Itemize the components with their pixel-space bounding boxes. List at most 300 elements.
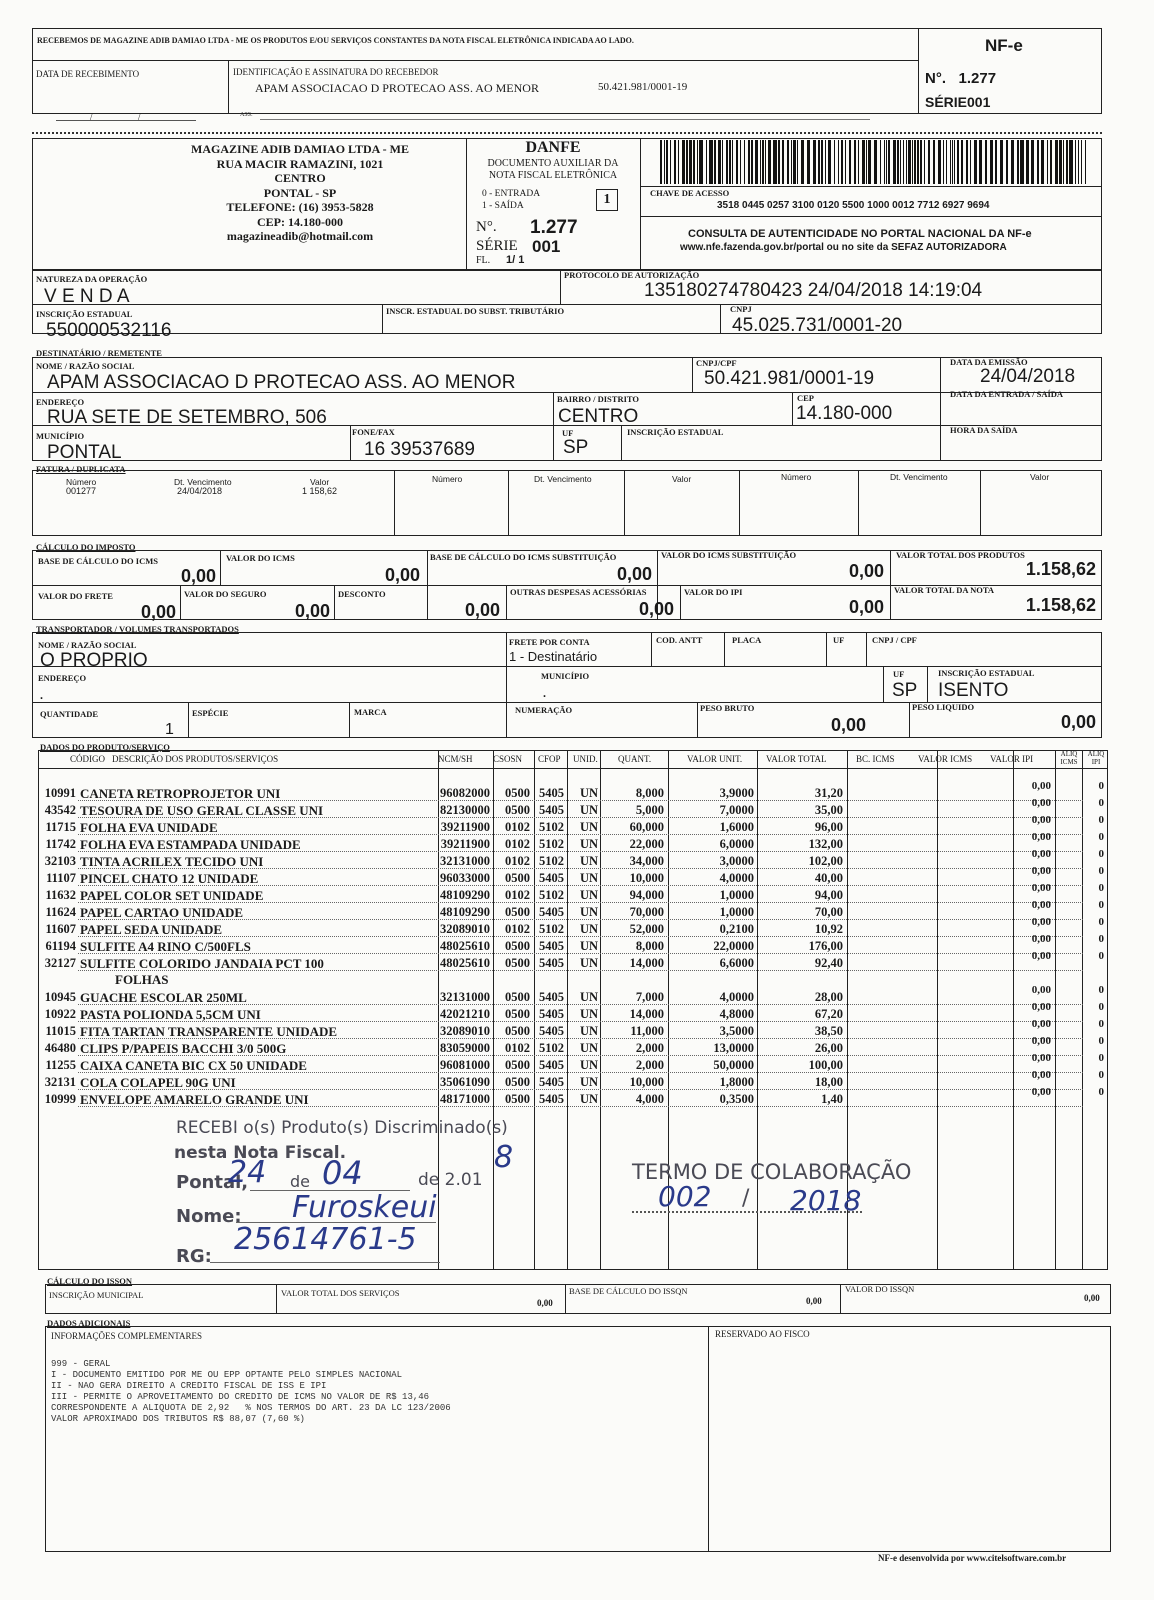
- cell-unit: 1,0000: [719, 905, 754, 919]
- consulta-line1: CONSULTA DE AUTENTICIDADE NO PORTAL NACIONAL DA NF-e: [688, 228, 1032, 240]
- transp-municipio: .: [543, 686, 546, 700]
- cell-code: 11624: [45, 905, 76, 919]
- cell-code: 11255: [45, 1058, 76, 1072]
- cell-unit: 4,0000: [719, 990, 754, 1004]
- barcode-bar: [1078, 140, 1079, 184]
- barcode-bar: [1081, 140, 1082, 184]
- transp-municipio-label: MUNICÍPIO: [541, 671, 590, 681]
- barcode-bar: [762, 140, 764, 184]
- chave-acesso: 3518 0445 0257 3100 0120 5500 1000 0012 7712 6927 9694: [717, 200, 990, 211]
- cell-code: 32131: [44, 1075, 76, 1089]
- barcode-bar: [1011, 140, 1014, 184]
- barcode-bar: [970, 140, 971, 184]
- chave-label: CHAVE DE ACESSO: [650, 188, 730, 198]
- col-valor-unit: VALOR UNIT.: [687, 754, 743, 764]
- cell-un: UN: [579, 905, 598, 919]
- cell-aliq: 0: [1098, 1069, 1104, 1081]
- fatura-col-valor-3: Valor: [1030, 472, 1050, 482]
- emitente-city: PONTAL - SP: [263, 185, 337, 200]
- barcode-bar: [797, 140, 798, 184]
- cell-csosn: 0500: [505, 1007, 530, 1021]
- barcode-bar: [868, 140, 871, 184]
- cell-ipi: 0,00: [1031, 797, 1051, 809]
- barcode-bar: [666, 140, 668, 184]
- barcode-bar: [924, 140, 925, 184]
- barcode-bar: [729, 140, 731, 184]
- cell-aliq: 0: [1098, 933, 1104, 945]
- danfe-saida: 1 - SAÍDA: [482, 201, 524, 211]
- cell-cfop: 5405: [539, 871, 564, 885]
- emitente-phone: TELEFONE: (16) 3953-5828: [226, 200, 374, 214]
- dest-bairro: CENTRO: [558, 406, 639, 427]
- barcode-bar: [714, 140, 716, 184]
- ipi-label: VALOR DO IPI: [684, 587, 743, 597]
- dest-ie-label: INSCRIÇÃO ESTADUAL: [627, 427, 724, 437]
- cell-unit: 0,2100: [719, 922, 754, 936]
- cell-qtd: 5,000: [635, 803, 664, 817]
- cell-desc: COLA COLAPEL 90G UNI: [80, 1075, 236, 1090]
- cell-unit: 6,0000: [719, 837, 754, 851]
- frete: 0,00: [140, 602, 176, 622]
- barcode-bar: [954, 140, 955, 184]
- col-cfop: CFOP: [538, 754, 561, 764]
- cell-ncm: 32089010: [440, 922, 490, 936]
- cell-desc: FOLHA EVA UNIDADE: [80, 820, 218, 835]
- hw-termo-num: 002: [658, 1180, 712, 1213]
- dest-cnpj-label: CNPJ/CPF: [696, 358, 737, 368]
- cnpj-value: 45.025.731/0001-20: [732, 315, 903, 336]
- cell-code: 61194: [45, 939, 76, 953]
- transp-qtd-label: QUANTIDADE: [40, 709, 99, 719]
- cell-ipi: 0,00: [1031, 916, 1051, 928]
- barcode-bar: [874, 140, 877, 184]
- cell-cfop: 5102: [539, 1041, 564, 1055]
- dest-uf: SP: [563, 437, 589, 458]
- barcode-bar: [1000, 140, 1003, 184]
- transp-uf-label: UF: [833, 635, 845, 645]
- barcode-bar: [912, 140, 913, 184]
- canhoto-nfe-label: NF-e: [985, 36, 1023, 55]
- barcode-bar: [689, 140, 692, 184]
- cell-csosn: 0500: [505, 786, 530, 800]
- col-aliq-icms: ALIQ ICMS: [1060, 750, 1078, 766]
- transp-peso-bruto-label: PESO BRUTO: [700, 703, 755, 713]
- dest-nome-label: NOME / RAZÃO SOCIAL: [36, 361, 135, 371]
- cell-total: 18,00: [814, 1075, 843, 1089]
- cell-unit: 4,0000: [719, 871, 754, 885]
- barcode-bar: [722, 140, 723, 184]
- barcode-bar: [886, 140, 887, 184]
- col-codigo: CÓDIGO: [70, 754, 105, 764]
- danfe-serie-label: SÉRIE: [476, 238, 518, 254]
- stamp-de: de: [290, 1172, 310, 1191]
- cell-unit: 1,8000: [719, 1075, 754, 1089]
- cell-csosn: 0500: [505, 956, 530, 970]
- cell-ncm: 39211900: [440, 820, 490, 834]
- cell-total: 132,00: [808, 837, 843, 851]
- ie-value: 550000532116: [46, 320, 172, 341]
- cell-aliq: 0: [1098, 1001, 1104, 1013]
- cell-cfop: 5102: [539, 888, 564, 902]
- cell-csosn: 0500: [505, 1075, 530, 1089]
- cell-qtd: 70,000: [629, 905, 664, 919]
- barcode-bar: [760, 140, 761, 184]
- fatura-col-valor-2: Valor: [672, 474, 692, 484]
- cell-cfop: 5405: [539, 990, 564, 1004]
- fatura-valor: 1 158,62: [302, 486, 338, 496]
- cell-code: 11632: [45, 888, 76, 902]
- data-recebimento-label: DATA DE RECEBIMENTO: [36, 69, 140, 79]
- fatura-section: FATURA / DUPLICATA: [36, 464, 126, 474]
- dest-municipio: PONTAL: [47, 442, 122, 463]
- barcode-bar: [744, 140, 745, 184]
- cell-desc: PAPEL CARTAO UNIDADE: [80, 905, 244, 920]
- stamp-nesta: nesta Nota Fiscal.: [174, 1143, 347, 1163]
- cell-csosn: 0102: [505, 837, 530, 851]
- desconto-label: DESCONTO: [338, 589, 386, 599]
- barcode-bar: [1026, 140, 1029, 184]
- cell-un: UN: [579, 1092, 598, 1106]
- cell-total: 176,00: [808, 939, 843, 953]
- transp-antt-label: COD. ANTT: [656, 635, 703, 645]
- cell-total: 35,00: [814, 803, 843, 817]
- v-prod-label: VALOR TOTAL DOS PRODUTOS: [896, 550, 1025, 560]
- fatura-venc: 24/04/2018: [177, 486, 223, 496]
- cell-total: 67,20: [814, 1007, 843, 1021]
- cell-unit: 3,9000: [719, 786, 754, 800]
- cell-un: UN: [579, 854, 598, 868]
- cell-desc: FOLHA EVA ESTAMPADA UNIDADE: [80, 837, 301, 852]
- col-ncm: NCM/SH: [438, 754, 473, 764]
- barcode-bar: [961, 140, 963, 184]
- cell-ipi: 0,00: [1031, 899, 1051, 911]
- cell-unit: 7,0000: [719, 803, 754, 817]
- cell-total: 92,40: [814, 956, 843, 970]
- hw-assinatura: Furoskeui: [292, 1190, 437, 1225]
- cell-aliq: 0: [1098, 1035, 1104, 1047]
- v-icms: 0,00: [384, 565, 420, 585]
- cell-cfop: 5102: [539, 820, 564, 834]
- cell-ipi: 0,00: [1031, 780, 1051, 792]
- cell-qtd: 10,000: [629, 871, 664, 885]
- barcode-bar: [1006, 140, 1008, 184]
- canhoto-numero: N°. 1.277: [925, 70, 997, 87]
- cell-total: 70,00: [814, 905, 843, 919]
- barcode-bar: [1050, 140, 1052, 184]
- info-line: III - PERMITE O APROVEITAMENTO DO CREDITO DE ICMS NO VALOR DE R$ 13,46: [51, 1392, 430, 1402]
- dest-fone-label: FONE/FAX: [352, 427, 395, 437]
- cell-un: UN: [579, 990, 598, 1004]
- outras-label: OUTRAS DESPESAS ACESSÓRIAS: [510, 587, 647, 597]
- produtos-header: [38, 750, 1108, 768]
- hw-rg: 25614761-5: [234, 1222, 417, 1257]
- cell-unit: 4,8000: [719, 1007, 754, 1021]
- cnpj-label: CNPJ: [730, 304, 752, 314]
- barcode-bar: [914, 140, 916, 184]
- cell-aliq: 0: [1098, 780, 1104, 792]
- cell-cfop: 5405: [539, 1058, 564, 1072]
- barcode-bar: [778, 140, 780, 184]
- barcode-bar: [801, 140, 804, 184]
- cell-desc: PINCEL CHATO 12 UNIDADE: [80, 871, 259, 886]
- emitente-street: RUA MACIR RAMAZINI, 1021: [216, 156, 384, 171]
- cell-csosn: 0500: [505, 871, 530, 885]
- issqn-v-label: VALOR DO ISSQN: [845, 1284, 915, 1294]
- transp-marca-label: MARCA: [354, 707, 387, 717]
- ipi: 0,00: [848, 597, 884, 617]
- cell-un: UN: [579, 871, 598, 885]
- barcode-bar: [908, 140, 911, 184]
- recebedor-cnpj: 50.421.981/0001-19: [598, 81, 688, 93]
- natureza-label: NATUREZA DA OPERAÇÃO: [36, 274, 148, 284]
- barcode-bar: [664, 140, 665, 184]
- danfe-fl: 1/ 1: [506, 254, 525, 266]
- cell-cfop: 5405: [539, 905, 564, 919]
- cell-cfop: 5405: [539, 786, 564, 800]
- cell-qtd: 7,000: [635, 990, 664, 1004]
- cell-unit: 50,0000: [713, 1058, 754, 1072]
- emitente-cep: CEP: 14.180-000: [257, 214, 343, 229]
- info-line: VALOR APROXIMADO DOS TRIBUTOS R$ 88,07 (7,60 %): [51, 1414, 305, 1424]
- barcode-bar: [1085, 140, 1086, 184]
- barcode-bar: [732, 140, 733, 184]
- cell-ipi: 0,00: [1031, 814, 1051, 826]
- frete-label: VALOR DO FRETE: [38, 591, 113, 601]
- transp-ie: ISENTO: [938, 680, 1009, 701]
- emitente-info: [150, 142, 450, 244]
- danfe-numero: 1.277: [530, 217, 578, 238]
- barcode-bar: [1031, 140, 1034, 184]
- cell-code: 46480: [44, 1041, 76, 1055]
- cell-ncm: 32089010: [440, 1024, 490, 1038]
- transp-numeracao-label: NUMERAÇÃO: [515, 705, 573, 715]
- cell-ncm: 96081000: [440, 1058, 490, 1072]
- cell-total: 102,00: [808, 854, 843, 868]
- cell-aliq: 0: [1098, 916, 1104, 928]
- imposto-section: CÁLCULO DO IMPOSTO: [36, 542, 136, 552]
- dest-uf-label: UF: [562, 428, 574, 438]
- barcode-bar: [736, 140, 738, 184]
- barcode-bar: [903, 140, 904, 184]
- dest-endereco: RUA SETE DE SETEMBRO, 506: [47, 407, 327, 428]
- bc-st-label: BASE DE CÁLCULO DO ICMS SUBSTITUIÇÃO: [430, 552, 617, 562]
- protocolo-label: PROTOCOLO DE AUTORIZAÇÃO: [564, 270, 700, 280]
- issqn-section: CÁLCULO DO ISSQN: [47, 1276, 133, 1286]
- fatura-col-venc-2: Dt. Vencimento: [534, 474, 592, 484]
- danfe-serie: 001: [532, 237, 561, 256]
- barcode-bar: [854, 140, 856, 184]
- cell-code: 10922: [44, 1007, 76, 1021]
- cell-code: 11015: [45, 1024, 76, 1038]
- cell-unit: 3,5000: [719, 1024, 754, 1038]
- cell-desc: PAPEL COLOR SET UNIDADE: [80, 888, 264, 903]
- danfe-title: DANFE: [525, 139, 581, 156]
- cell-un: UN: [579, 1041, 598, 1055]
- bc-icms-label: BASE DE CÁLCULO DO ICMS: [38, 556, 158, 566]
- transp-nome: O PROPRIO: [40, 650, 148, 671]
- cell-aliq: 0: [1098, 797, 1104, 809]
- barcode-bar: [858, 140, 859, 184]
- dest-cep-label: CEP: [797, 393, 814, 403]
- barcode-bar: [906, 140, 907, 184]
- cell-total: 1,40: [821, 1092, 843, 1106]
- cell-code: 10991: [44, 786, 76, 800]
- info-complementares: [51, 1348, 451, 1425]
- col-valor-ipi: VALOR IPI: [990, 754, 1034, 764]
- cell-unit: 22,0000: [713, 939, 754, 953]
- issqn-bc: 0,00: [806, 1296, 822, 1306]
- barcode-bar: [990, 140, 993, 184]
- dest-cep: 14.180-000: [796, 403, 893, 424]
- cell-csosn: 0500: [505, 939, 530, 953]
- v-icms-label: VALOR DO ICMS: [226, 553, 295, 563]
- barcode-bar: [697, 140, 698, 184]
- cut-line: [32, 132, 1102, 134]
- outras: 0,00: [638, 599, 674, 619]
- cell-ncm: 48109290: [440, 905, 490, 919]
- canhoto-text: RECEBEMOS DE MAGAZINE ADIB DAMIAO LTDA - ME OS PRODUTOS E/OU SERVIÇOS CONSTANTES DA NOTA FISCAL ELETRÔNICA INDICADA AO LADO.: [37, 36, 634, 45]
- seguro-label: VALOR DO SEGURO: [184, 589, 267, 599]
- emitente-email: magazineadib@hotmail.com: [226, 229, 374, 243]
- barcode-bar: [917, 140, 919, 184]
- v-prod: 1.158,62: [1025, 559, 1096, 579]
- ident-recebedor-label: IDENTIFICAÇÃO E ASSINATURA DO RECEBEDOR: [233, 67, 439, 77]
- barcode-bar: [946, 140, 947, 184]
- adicionais-section: DADOS ADICIONAIS: [47, 1318, 131, 1328]
- cell-ipi: 0,00: [1031, 848, 1051, 860]
- cell-qtd: 52,000: [629, 922, 664, 936]
- cell-qtd: 94,000: [629, 888, 664, 902]
- consulta-line2: www.nfe.fazenda.gov.br/portal ou no site da SEFAZ AUTORIZADORA: [680, 242, 1007, 253]
- col-valor-total: VALOR TOTAL: [766, 754, 827, 764]
- col-quant: QUANT.: [618, 754, 652, 764]
- barcode-bar: [920, 140, 922, 184]
- cell-aliq: 0: [1098, 950, 1104, 962]
- barcode-bar: [807, 140, 810, 184]
- destinatario-section: DESTINATÁRIO / REMETENTE: [36, 348, 162, 358]
- barcode-bar: [791, 140, 792, 184]
- cell-ncm: 42021210: [440, 1007, 490, 1021]
- cell-qtd: 8,000: [635, 786, 664, 800]
- barcode-bar: [813, 140, 816, 184]
- barcode-bar: [1075, 140, 1076, 184]
- cell-total: 100,00: [808, 1058, 843, 1072]
- barcode-bar: [933, 140, 935, 184]
- cell-code: 11607: [45, 922, 76, 936]
- cell-desc: SULFITE A4 RINO C/500FLS: [80, 939, 251, 954]
- cell-aliq: 0: [1098, 1086, 1104, 1098]
- barcode-bar: [849, 140, 851, 184]
- transp-ie-label: INSCRIÇÃO ESTADUAL: [938, 668, 1035, 678]
- barcode-bar: [768, 140, 771, 184]
- barcode-bar: [828, 140, 831, 184]
- emitente-bairro: CENTRO: [274, 171, 326, 185]
- dest-fone: 16 39537689: [364, 439, 475, 460]
- barcode-bar: [793, 140, 796, 184]
- cell-desc: PASTA POLIONDA 5,5CM UNI: [80, 1007, 261, 1022]
- transp-peso-liq-label: PESO LIQUIDO: [912, 702, 975, 712]
- dest-nome: APAM ASSOCIACAO D PROTECAO ASS. AO MENOR: [47, 372, 516, 393]
- barcode-bar: [706, 140, 707, 184]
- cell-code: 11715: [45, 820, 76, 834]
- cell-aliq: 0: [1098, 1052, 1104, 1064]
- barcode-bar: [1037, 140, 1039, 184]
- v-st-label: VALOR DO ICMS SUBSTITUIÇÃO: [661, 550, 797, 560]
- cell-csosn: 0500: [505, 990, 530, 1004]
- col-csosn: CSOSN: [493, 754, 523, 764]
- col-bc-icms: BC. ICMS: [856, 754, 895, 764]
- protocolo-value: 135180274780423 24/04/2018 14:19:04: [644, 280, 983, 301]
- cell-ncm: 48025610: [440, 939, 490, 953]
- cell-csosn: 0500: [505, 905, 530, 919]
- barcode-bar: [825, 140, 826, 184]
- cell-cfop: 5405: [539, 1007, 564, 1021]
- info-line: 999 - GERAL: [51, 1359, 111, 1369]
- cell-csosn: 0500: [505, 1092, 530, 1106]
- barcode-bar: [938, 140, 941, 184]
- cell-desc: CANETA RETROPROJETOR UNI: [80, 786, 281, 801]
- cell-code: 10945: [44, 990, 76, 1004]
- barcode: [660, 140, 1090, 184]
- transp-peso-bruto: 0,00: [830, 715, 866, 735]
- barcode-bar: [670, 140, 671, 184]
- info-line: II - NAO GERA DIREITO A CREDITO FISCAL DE ISS E IPI: [51, 1381, 327, 1391]
- barcode-bar: [985, 140, 987, 184]
- cell-ipi: 0,00: [1031, 984, 1051, 996]
- transp-endereco: .: [40, 688, 43, 702]
- cell-un: UN: [579, 1024, 598, 1038]
- cell-un: UN: [579, 837, 598, 851]
- barcode-bar: [1020, 140, 1024, 184]
- col-descricao: DESCRIÇÃO DOS PRODUTOS/SERVIÇOS: [112, 754, 279, 764]
- hw-ano: 8: [494, 1140, 514, 1175]
- danfe-sub1: DOCUMENTO AUXILIAR DA: [487, 158, 619, 169]
- cell-ncm: 83059000: [440, 1041, 490, 1055]
- barcode-bar: [740, 140, 741, 184]
- cell-desc: PAPEL SEDA UNIDADE: [80, 922, 223, 937]
- cell-unit: 1,0000: [719, 888, 754, 902]
- cell-total: 10,92: [814, 922, 843, 936]
- transp-peso-liq: 0,00: [1060, 712, 1096, 732]
- transp-uf: SP: [892, 680, 918, 701]
- cell-ipi: 0,00: [1031, 831, 1051, 843]
- barcode-bar: [726, 140, 728, 184]
- cell-ipi: 0,00: [1031, 1069, 1051, 1081]
- cell-ncm: 32131000: [440, 990, 490, 1004]
- transp-uf2-label: UF: [893, 669, 905, 679]
- cell-ncm: 48025610: [440, 956, 490, 970]
- cell-cfop: 5405: [539, 939, 564, 953]
- cell-ncm: 32131000: [440, 854, 490, 868]
- transportador-section: TRANSPORTADOR / VOLUMES TRANSPORTADOS: [36, 624, 239, 634]
- transp-frete-label: FRETE POR CONTA: [509, 637, 590, 647]
- danfe-entrada: 0 - ENTRADA: [482, 189, 541, 199]
- barcode-bar: [686, 140, 688, 184]
- ass-label: ASS:: [240, 112, 253, 118]
- barcode-bar: [966, 140, 968, 184]
- cell-qtd: 8,000: [635, 939, 664, 953]
- canhoto-serie: SÉRIE001: [925, 94, 991, 110]
- cell-csosn: 0102: [505, 888, 530, 902]
- cell-ncm: 39211900: [440, 837, 490, 851]
- cell-un: UN: [579, 888, 598, 902]
- recebedor-name: APAM ASSOCIACAO D PROTECAO ASS. AO MENOR: [255, 81, 539, 95]
- cell-ipi: 0,00: [1031, 1018, 1051, 1030]
- hw-termo-ano: 2018: [790, 1184, 862, 1217]
- cell-aliq: 0: [1098, 865, 1104, 877]
- danfe-sub2: NOTA FISCAL ELETRÔNICA: [488, 170, 618, 181]
- dest-entrada-saida-label: DATA DA ENTRADA / SAÍDA: [950, 389, 1064, 399]
